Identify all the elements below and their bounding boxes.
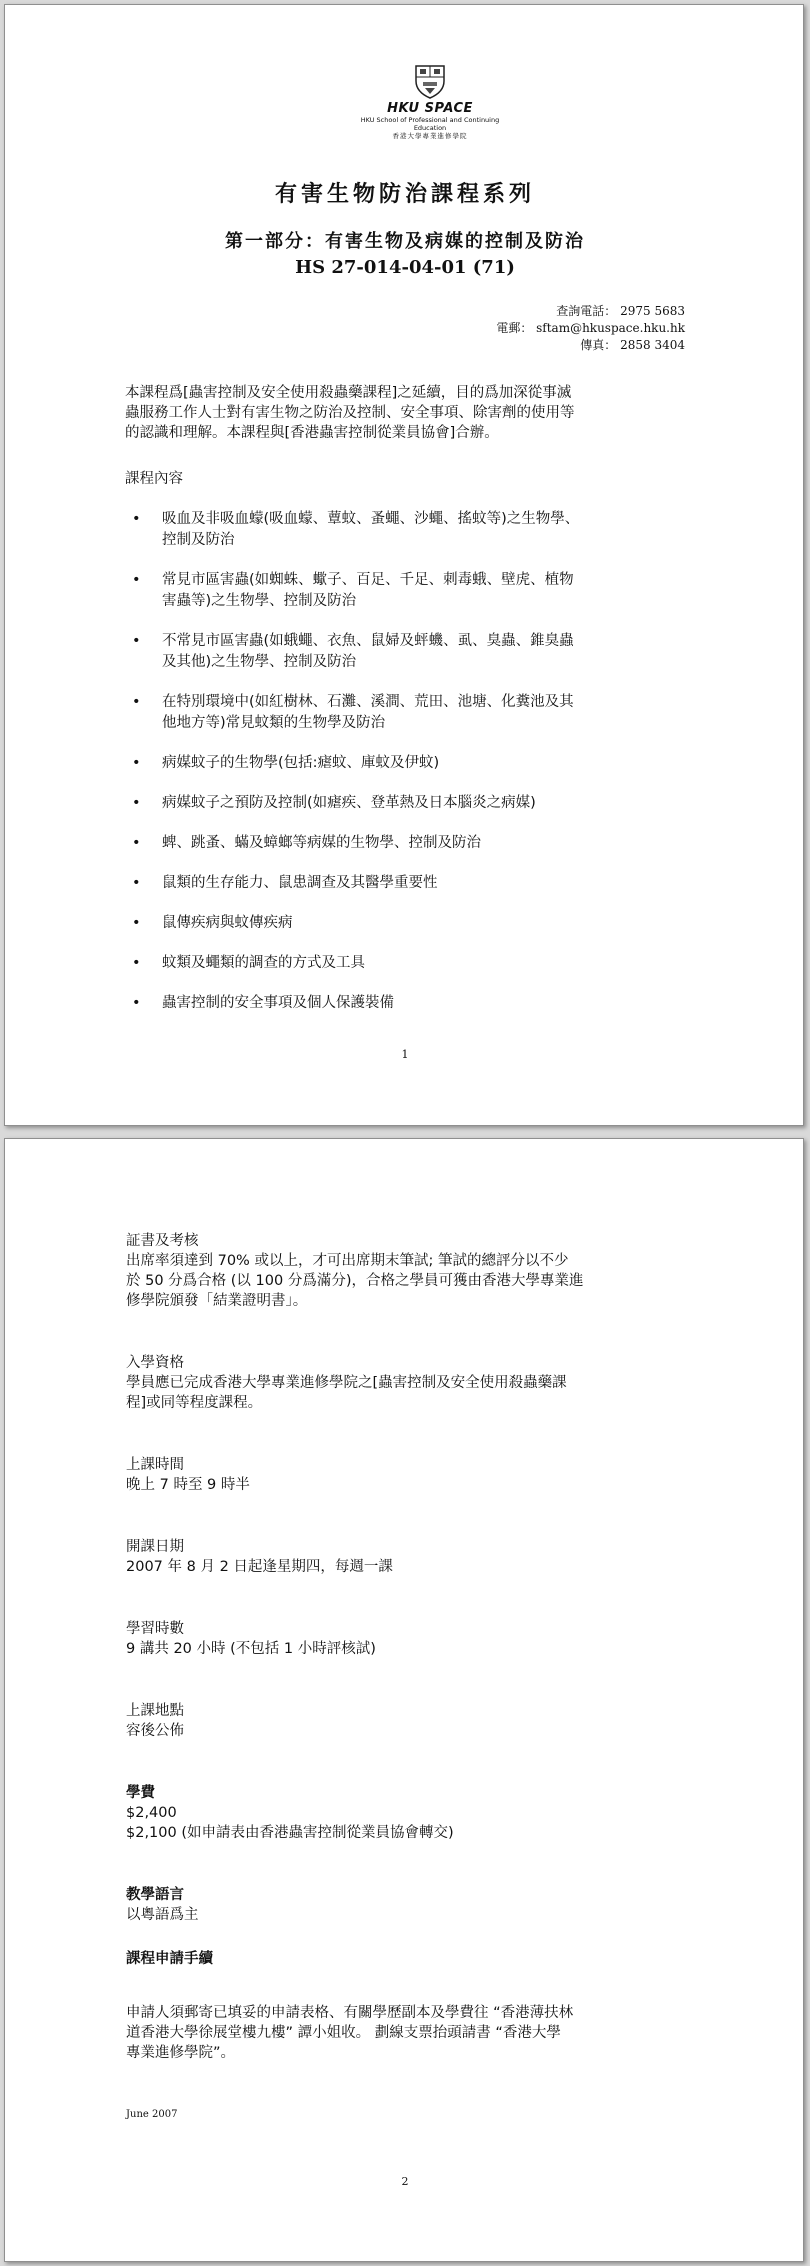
intro-line: 蟲服務工作人士對有害生物之防治及控制、安全事項、除害劑的使用等: [125, 405, 575, 421]
bullet-icon: •: [132, 633, 141, 649]
section-heading: 課程申請手續: [126, 1951, 213, 1967]
bullet-icon: •: [132, 511, 141, 527]
list-item-line: 病媒蚊子的生物學(包括:瘧蚊、庫蚊及伊蚊): [162, 755, 440, 771]
section-heading: 入學資格: [126, 1355, 184, 1371]
contact-block: [496, 303, 685, 354]
logo-brand: HKU SPACE: [387, 101, 473, 116]
language-section: [126, 1885, 691, 1925]
list-item: [130, 913, 690, 934]
bullet-icon: •: [132, 875, 141, 891]
intro-paragraph: [125, 383, 690, 443]
list-item-line: 蚊類及蠅類的調查的方式及工具: [162, 955, 365, 971]
list-item: [130, 953, 690, 974]
section-line: 學員應已完成香港大學專業進修學院之[蟲害控制及安全使用殺蟲藥課: [126, 1375, 567, 1391]
section-heading: 學習時數: [126, 1621, 184, 1637]
fee-section: [126, 1783, 691, 1843]
content-heading: 課程內容: [125, 471, 183, 487]
certificate-section: [126, 1231, 691, 1311]
list-item-line: 蟲害控制的安全事項及個人保護裝備: [162, 995, 394, 1011]
section-line: 道香港大學徐展堂樓九樓” 譚小姐收。 劃線支票抬頭請書 “香港大學: [126, 2025, 561, 2041]
page-number: 1: [401, 1048, 409, 1061]
list-item-line: 鼠傳疾病與蚊傳疾病: [162, 915, 293, 931]
course-content-list: [130, 509, 690, 1033]
class-time-section: [126, 1455, 691, 1495]
section-value: 9 講共 20 小時 (不包括 1 小時評核試): [126, 1641, 376, 1657]
section-heading: 上課地點: [126, 1703, 184, 1719]
list-item-line: 鼠類的生存能力、鼠患調查及其醫學重要性: [162, 875, 438, 891]
logo-chinese-name: 香港大學專業進修學院: [392, 132, 468, 140]
intro-line: 本課程爲[蟲害控制及安全使用殺蟲藥課程]之延續，目的爲加深從事滅: [125, 385, 572, 401]
section-line: 程]或同等程度課程。: [126, 1395, 263, 1411]
section-heading: 上課時間: [126, 1457, 184, 1473]
start-date-section: [126, 1537, 691, 1577]
section-line: 出席率須達到 70% 或以上，才可出席期末筆試; 筆試的總評分以不少: [126, 1253, 569, 1269]
list-item-line: 及其他)之生物學、控制及防治: [162, 654, 357, 670]
list-item-line: 吸血及非吸血蠓(吸血蠓、蕈蚊、蚤蠅、沙蠅、搖蚊等)之生物學、: [162, 511, 580, 527]
list-item-line: 害蟲等)之生物學、控制及防治: [162, 593, 357, 609]
application-section: [126, 2003, 691, 2063]
bullet-icon: •: [132, 755, 141, 771]
section-heading: 學費: [126, 1785, 155, 1801]
list-item-line: 蜱、跳蚤、蟎及蟑螂等病媒的生物學、控制及防治: [162, 835, 481, 851]
list-item: [130, 631, 690, 673]
list-item: [130, 509, 690, 551]
list-item-line: 在特別環境中(如紅樹林、石灘、溪澗、荒田、池塘、化糞池及其: [162, 694, 574, 710]
section-line: 修學院頒發「結業證明書」。: [126, 1293, 308, 1309]
section-heading: 証書及考核: [126, 1233, 199, 1249]
list-item-line: 他地方等)常見蚊類的生物學及防治: [162, 715, 386, 731]
section-heading: 教學語言: [126, 1887, 184, 1903]
duration-section: [126, 1619, 691, 1659]
list-item: [130, 753, 690, 774]
date-footer: June 2007: [126, 2109, 178, 2120]
bullet-icon: •: [132, 915, 141, 931]
section-value: 容後公佈: [126, 1723, 184, 1739]
list-item-line: 病媒蚊子之預防及控制(如瘧疾、登革熱及日本腦炎之病媒): [162, 795, 536, 811]
list-item-line: 常見市區害蟲(如蜘蛛、蠍子、百足、千足、刺毒蛾、壁虎、植物: [162, 572, 574, 588]
application-heading: [126, 1949, 691, 1969]
logo-english-name: HKU School of Professional and Continuing Education: [360, 116, 500, 132]
list-item: [130, 833, 690, 854]
fee-discount: $2,100 (如申請表由香港蟲害控制從業員協會轉交): [126, 1825, 454, 1841]
list-item: [130, 692, 690, 734]
document-page-2: [4, 1138, 804, 2262]
list-item: [130, 873, 690, 894]
hku-crest-icon: [413, 63, 447, 99]
section-line: 申請人須郵寄已填妥的申請表格、有關學歷副本及學費往 “香港薄扶林: [126, 2005, 574, 2021]
series-title: 有害生物防治課程系列: [274, 181, 535, 207]
hku-space-logo: [350, 63, 510, 141]
list-item: [130, 993, 690, 1014]
section-heading: 開課日期: [126, 1539, 184, 1555]
section-value: 2007 年 8 月 2 日起逢星期四，每週一課: [126, 1559, 393, 1575]
list-item: [130, 793, 690, 814]
list-item-line: 不常見市區害蟲(如蛾蠅、衣魚、鼠婦及蚲蟣、虱、臭蟲、錐臭蟲: [162, 633, 574, 649]
list-item-line: 控制及防治: [162, 532, 235, 548]
bullet-icon: •: [132, 572, 141, 588]
contact-email: 電郵： sftam@hkuspace.hku.hk: [496, 321, 685, 335]
contact-phone: 查詢電話： 2975 5683: [556, 304, 685, 318]
list-item: [130, 570, 690, 612]
course-code: HS 27-014-04-01 (71): [295, 257, 515, 278]
bullet-icon: •: [132, 694, 141, 710]
document-page-1: [4, 4, 804, 1126]
bullet-icon: •: [132, 835, 141, 851]
part-subtitle: 第一部分：有害生物及病媒的控制及防治: [225, 231, 585, 252]
section-value: 晚上 7 時至 9 時半: [126, 1477, 250, 1493]
bullet-icon: •: [132, 955, 141, 971]
section-line: 於 50 分爲合格 (以 100 分爲滿分)，合格之學員可獲由香港大學專業進: [126, 1273, 584, 1289]
fee-amount: $2,400: [126, 1805, 177, 1821]
bullet-icon: •: [132, 795, 141, 811]
bullet-icon: •: [132, 995, 141, 1011]
section-value: 以粵語爲主: [126, 1907, 199, 1923]
page-number: 2: [401, 2175, 409, 2188]
section-line: 專業進修學院”。: [126, 2045, 236, 2061]
admission-section: [126, 1353, 691, 1413]
intro-line: 的認識和理解。本課程與[香港蟲害控制從業員協會]合辦。: [125, 425, 499, 441]
venue-section: [126, 1701, 691, 1741]
contact-fax: 傳真： 2858 3404: [580, 338, 685, 352]
